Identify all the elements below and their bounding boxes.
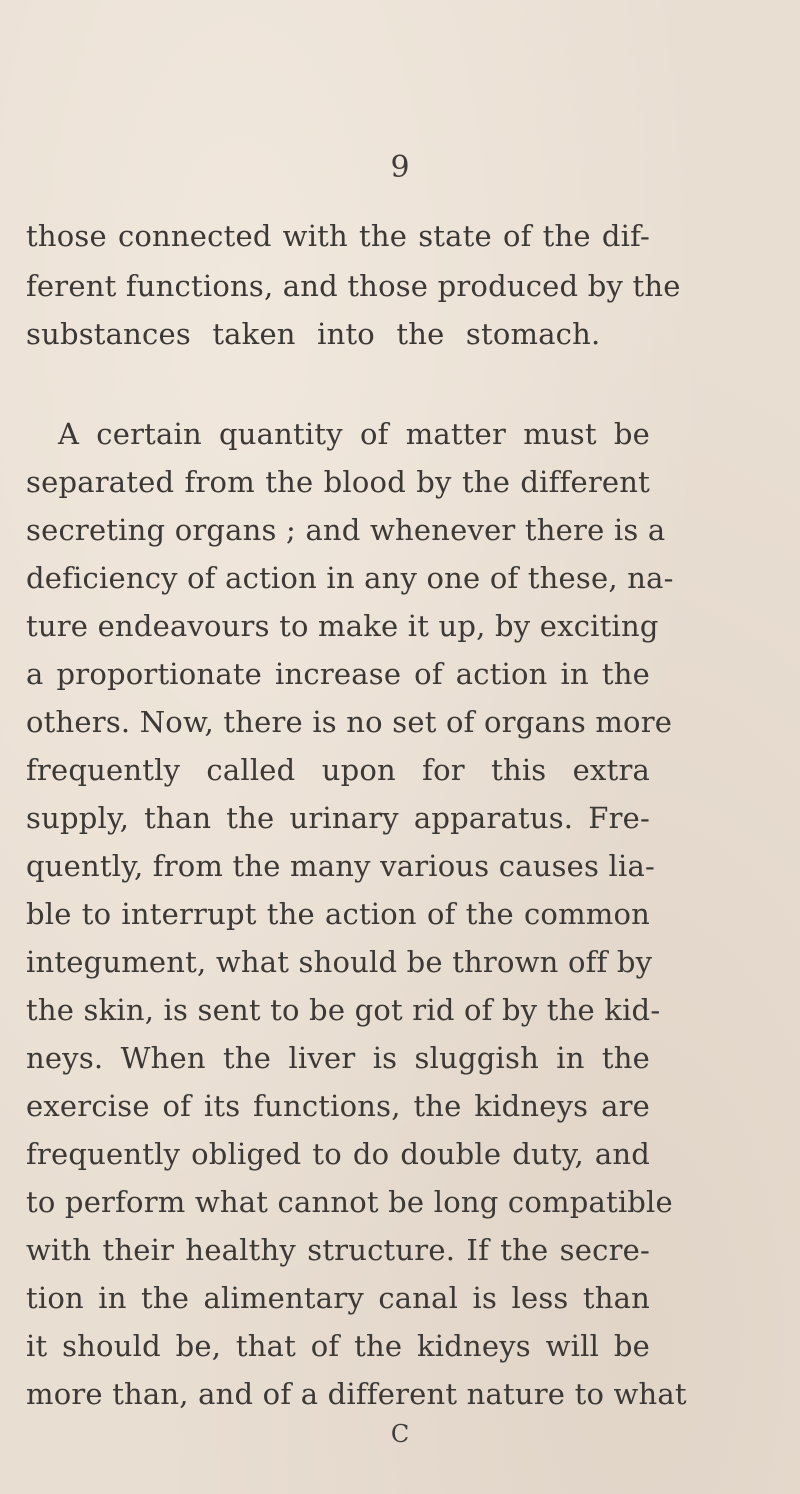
- text-line: secreting organs ; and whenever there is a: [26, 513, 666, 547]
- text-line: substances taken into the stomach.: [26, 317, 601, 351]
- text-line: separated from the blood by the different: [26, 465, 650, 499]
- text-line: A certain quantity of matter must be: [58, 417, 650, 451]
- text-line: the skin, is sent to be got rid of by the kid-: [26, 993, 661, 1027]
- text-line: ture endeavours to make it up, by exciting: [26, 609, 659, 643]
- text-line: others. Now, there is no set of organs more: [26, 705, 673, 739]
- text-line: quently, from the many various causes lia-: [26, 849, 655, 883]
- text-line: it should be, that of the kidneys will be: [26, 1329, 650, 1363]
- text-line: those connected with the state of the dif-: [26, 219, 650, 253]
- text-line: tion in the alimentary canal is less than: [26, 1281, 650, 1315]
- text-line: deficiency of action in any one of these, na-: [26, 561, 674, 595]
- text-line: supply, than the urinary apparatus. Fre-: [26, 801, 650, 835]
- text-line: more than, and of a different nature to what: [26, 1377, 687, 1411]
- text-line: exercise of its functions, the kidneys are: [26, 1089, 650, 1123]
- text-line: ble to interrupt the action of the common: [26, 897, 650, 931]
- text-line: neys. When the liver is sluggish in the: [26, 1041, 650, 1075]
- text-line: with their healthy structure. If the secre-: [26, 1233, 650, 1267]
- signature-mark: C: [390, 1420, 410, 1448]
- text-line: a proportionate increase of action in the: [26, 657, 650, 691]
- page-number: 9: [390, 150, 410, 185]
- text-line: to perform what cannot be long compatible: [26, 1185, 673, 1219]
- text-line: frequently called upon for this extra: [26, 753, 650, 787]
- text-line: ferent functions, and those produced by the: [26, 269, 681, 303]
- text-line: integument, what should be thrown off by: [26, 945, 653, 979]
- text-line: frequently obliged to do double duty, and: [26, 1137, 650, 1171]
